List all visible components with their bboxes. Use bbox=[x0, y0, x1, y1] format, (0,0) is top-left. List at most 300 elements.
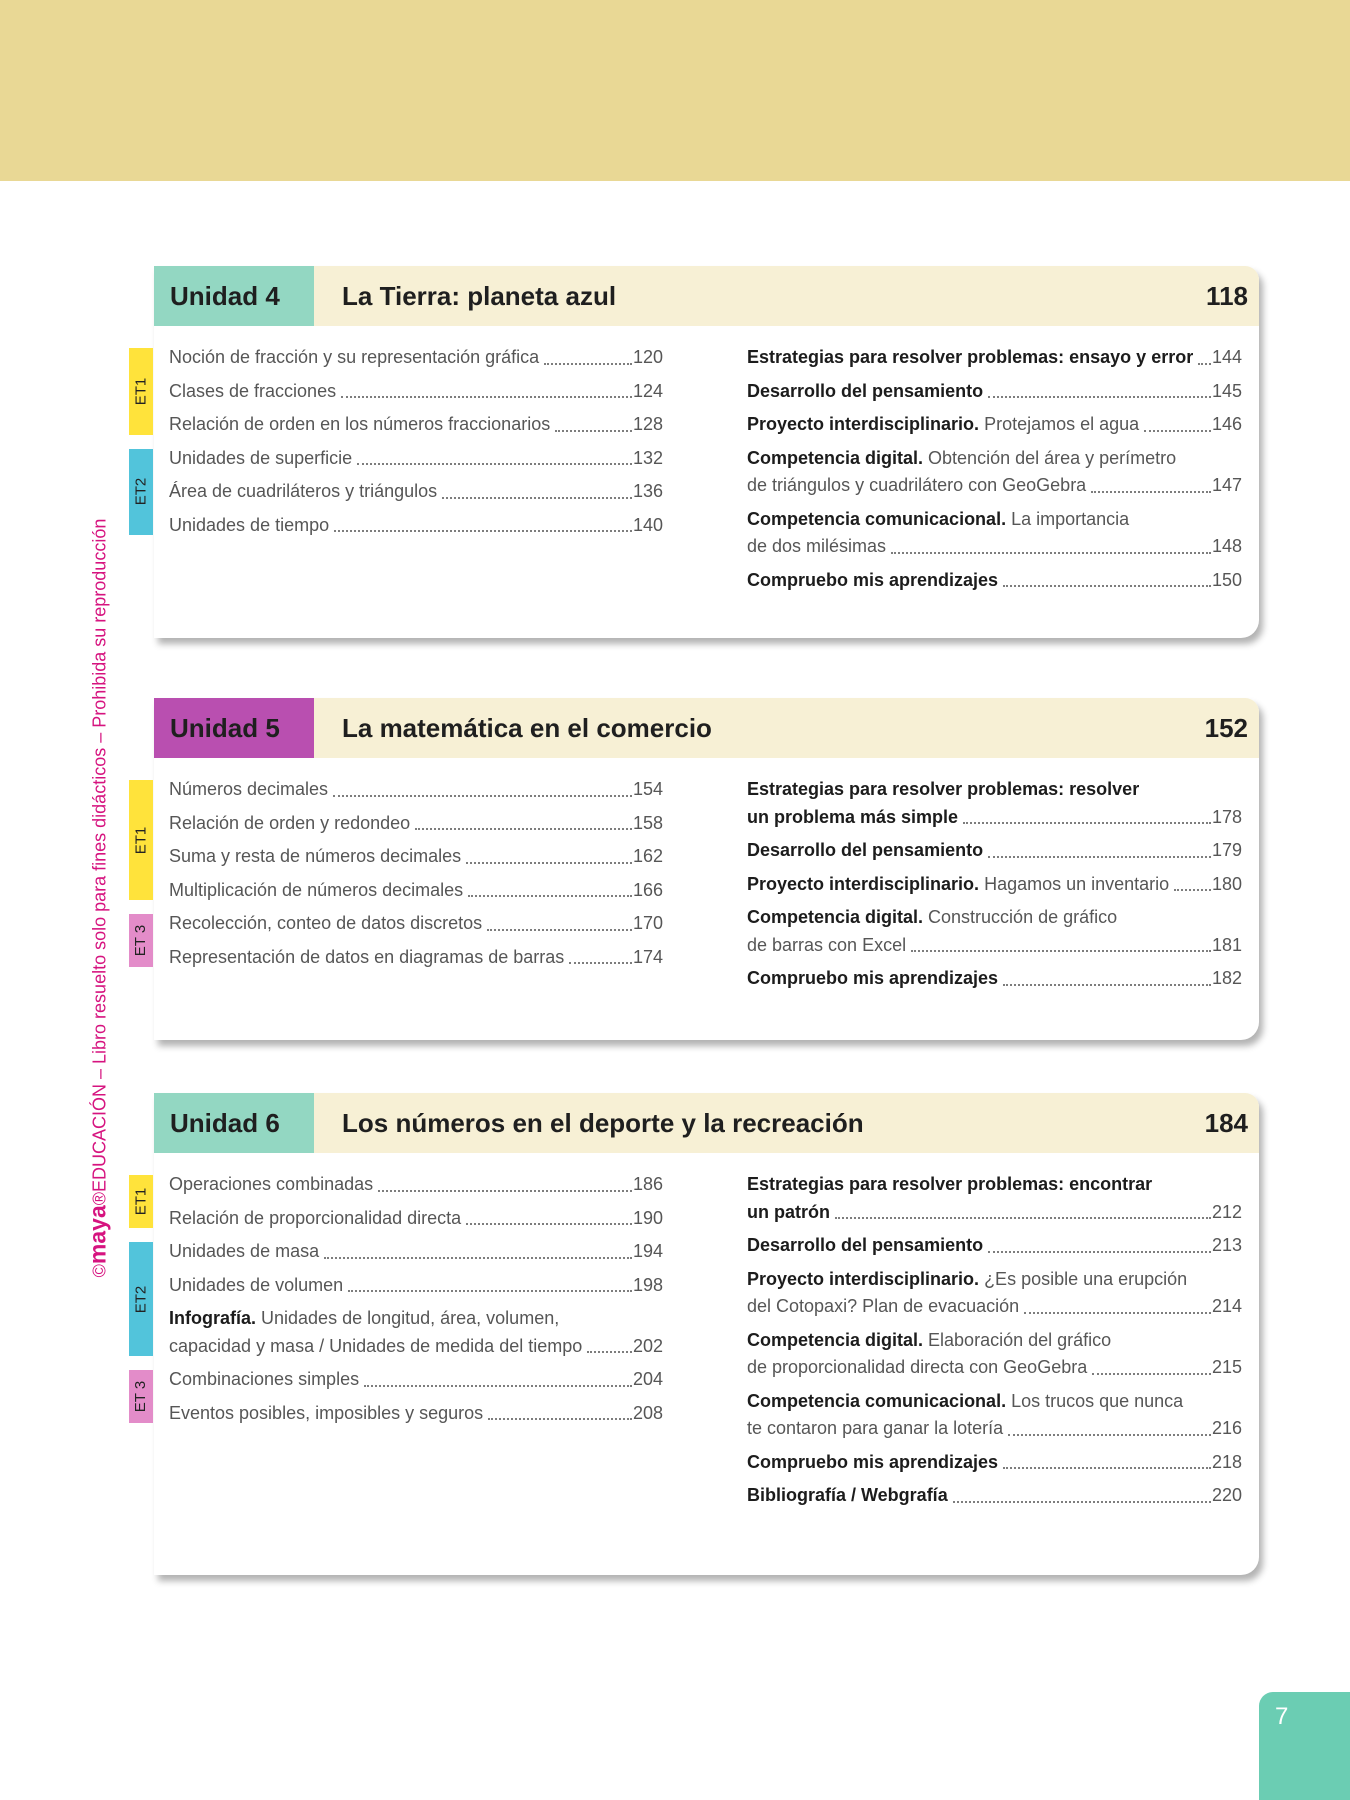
leader-dots bbox=[1003, 585, 1211, 587]
toc-page-number: 166 bbox=[632, 879, 663, 900]
toc-entry-line bbox=[747, 1171, 1242, 1199]
stage-group bbox=[132, 445, 663, 540]
toc-entry-text bbox=[747, 1391, 1183, 1411]
toc-entry-description: Protejamos el agua bbox=[979, 414, 1140, 434]
leader-dots bbox=[341, 396, 632, 398]
toc-page-number: 170 bbox=[632, 913, 663, 933]
toc-entry-line bbox=[169, 1272, 663, 1300]
toc-entry-line bbox=[747, 1293, 1242, 1321]
leader-dots bbox=[364, 1385, 632, 1387]
toc-entry-line bbox=[747, 1327, 1242, 1355]
leader-dots bbox=[911, 950, 1211, 952]
toc-entry-text bbox=[169, 1366, 359, 1394]
toc-page-number: 208 bbox=[632, 1402, 663, 1423]
stage-group bbox=[132, 1171, 663, 1232]
copyright-notice bbox=[85, 519, 112, 1278]
toc-entry-line bbox=[747, 567, 1242, 595]
toc-entry-text bbox=[169, 344, 539, 372]
toc-page-number: 120 bbox=[632, 347, 663, 367]
toc-entry-text bbox=[169, 1400, 483, 1428]
toc-page-number: 140 bbox=[632, 514, 663, 535]
toc-entry-text bbox=[747, 779, 1139, 799]
toc-entry-line bbox=[747, 1482, 1242, 1510]
toc-entry bbox=[169, 411, 663, 439]
toc-entry-line bbox=[747, 904, 1242, 932]
toc-page-number: 186 bbox=[632, 1174, 663, 1194]
toc-entry-line bbox=[747, 871, 1242, 899]
toc-entry-title: Bibliografía / Webgrafía bbox=[747, 1485, 948, 1505]
top-color-band bbox=[0, 0, 1350, 181]
toc-page-number: 214 bbox=[1211, 1296, 1242, 1316]
toc-entry-text bbox=[747, 533, 886, 561]
leader-dots bbox=[468, 895, 632, 897]
toc-entry-text bbox=[169, 1205, 461, 1233]
toc-entry-title: Infografía. bbox=[169, 1308, 257, 1328]
toc-entry-description: de proporcionalidad directa con GeoGebra bbox=[747, 1357, 1088, 1377]
topics-column bbox=[132, 1171, 663, 1516]
toc-entry-title: Desarrollo del pensamiento bbox=[747, 380, 984, 401]
activities-column bbox=[747, 1171, 1242, 1516]
unit-start-page: 118 bbox=[1206, 280, 1248, 311]
toc-entry-text bbox=[747, 1415, 1003, 1443]
toc-entry-line bbox=[747, 776, 1242, 804]
toc-entry-description: Eventos posibles, imposibles y seguros bbox=[169, 1402, 484, 1423]
toc-entry-title: un patrón bbox=[747, 1201, 830, 1222]
stage-group bbox=[132, 1238, 663, 1360]
toc-entry-line bbox=[169, 344, 663, 372]
toc-entry-title: Competencia digital. bbox=[747, 447, 924, 468]
toc-entry-text bbox=[747, 1174, 1152, 1194]
publisher-logo-text: maya bbox=[84, 1205, 111, 1265]
toc-entry-text bbox=[747, 509, 1129, 529]
toc-page-number: 220 bbox=[1211, 1485, 1242, 1505]
leader-dots bbox=[953, 1501, 1211, 1503]
leader-dots bbox=[415, 828, 632, 830]
stage-tag-label: ET1 bbox=[132, 377, 150, 406]
toc-entry-line bbox=[747, 1199, 1242, 1227]
unit-header bbox=[154, 266, 1259, 326]
toc-entry bbox=[169, 512, 663, 540]
toc-page-number: 174 bbox=[632, 946, 663, 967]
toc-entry-text bbox=[747, 1354, 1087, 1382]
toc-entry-title: Compruebo mis aprendizajes bbox=[747, 569, 999, 590]
toc-page-number: 150 bbox=[1211, 569, 1242, 590]
leader-dots bbox=[569, 962, 632, 964]
toc-entry bbox=[747, 904, 1242, 959]
toc-entry-description: Unidades de tiempo bbox=[169, 514, 330, 535]
toc-entry-text bbox=[169, 877, 463, 905]
toc-entry-description: Noción de fracción y su representación gráfica bbox=[169, 347, 540, 367]
leader-dots bbox=[988, 1251, 1211, 1253]
toc-entry bbox=[169, 1366, 663, 1394]
toc-entry-title: Competencia digital. bbox=[747, 1329, 924, 1350]
stage-group bbox=[132, 776, 663, 904]
unit-title: Los números en el deporte y la recreación bbox=[342, 1107, 864, 1138]
toc-entry bbox=[747, 378, 1242, 406]
toc-entry-description: Hagamos un inventario bbox=[979, 873, 1170, 894]
toc-page-number: 194 bbox=[632, 1241, 663, 1261]
toc-page-number: 204 bbox=[632, 1369, 663, 1389]
leader-dots bbox=[1144, 430, 1211, 432]
toc-entry-description: de dos milésimas bbox=[747, 536, 887, 556]
toc-entry-line bbox=[747, 533, 1242, 561]
toc-entry bbox=[169, 1238, 663, 1266]
toc-entry-text bbox=[747, 1449, 998, 1477]
toc-entry bbox=[747, 1388, 1242, 1443]
leader-dots bbox=[488, 1418, 632, 1420]
toc-entry-description: Relación de orden y redondeo bbox=[169, 812, 411, 833]
toc-entry-line bbox=[169, 478, 663, 506]
toc-entry-line bbox=[169, 1400, 663, 1428]
toc-entry bbox=[747, 1482, 1242, 1510]
toc-entry-line bbox=[169, 512, 663, 540]
toc-entry-line bbox=[169, 810, 663, 838]
toc-entry-title: un problema más simple bbox=[747, 806, 959, 827]
stage-tag-label: ET1 bbox=[132, 1187, 150, 1216]
toc-entry-text bbox=[747, 1199, 830, 1227]
leader-dots bbox=[357, 463, 632, 465]
toc-entry-title: Estrategias para resolver problemas: encontrar bbox=[747, 1174, 1153, 1194]
toc-entry-line bbox=[169, 944, 663, 972]
toc-entry-text bbox=[169, 445, 352, 473]
leader-dots bbox=[1091, 491, 1211, 493]
toc-entry-description: Área de cuadriláteros y triángulos bbox=[169, 481, 438, 501]
stage-tag bbox=[129, 1242, 153, 1356]
toc-entry bbox=[169, 478, 663, 506]
toc-entry-text bbox=[169, 944, 564, 972]
toc-entry bbox=[169, 776, 663, 804]
toc-entry-description: Multiplicación de números decimales bbox=[169, 879, 464, 900]
toc-entry-line bbox=[169, 378, 663, 406]
leader-dots bbox=[835, 1217, 1211, 1219]
copyright-symbol: © bbox=[89, 1264, 110, 1278]
toc-entry-line bbox=[747, 506, 1242, 534]
unit-label: Unidad 5 bbox=[154, 698, 314, 758]
leader-dots bbox=[891, 552, 1211, 554]
toc-entry bbox=[169, 1205, 663, 1233]
toc-entry-line bbox=[747, 411, 1242, 439]
toc-entry-text bbox=[169, 378, 336, 406]
leader-dots bbox=[378, 1190, 632, 1192]
toc-entry bbox=[747, 445, 1242, 500]
leader-dots bbox=[544, 363, 632, 365]
leader-dots bbox=[1008, 1434, 1211, 1436]
toc-entry-line bbox=[747, 837, 1242, 865]
toc-entry-text bbox=[169, 810, 410, 838]
unit-card bbox=[132, 1093, 1259, 1575]
toc-entry-line bbox=[169, 776, 663, 804]
toc-entry bbox=[747, 1232, 1242, 1260]
leader-dots bbox=[1003, 984, 1211, 986]
leader-dots bbox=[1198, 363, 1211, 365]
toc-entry bbox=[747, 1449, 1242, 1477]
toc-entry bbox=[747, 567, 1242, 595]
toc-entry bbox=[169, 1171, 663, 1199]
toc-entry-description: La importancia bbox=[1006, 508, 1130, 529]
stage-tag-label: ET2 bbox=[132, 477, 150, 506]
toc-page-number: 190 bbox=[632, 1207, 663, 1228]
toc-entry bbox=[169, 843, 663, 871]
toc-entry-title: Competencia digital. bbox=[747, 907, 924, 927]
toc-entry-title: Proyecto interdisciplinario. bbox=[747, 1268, 980, 1289]
toc-entry-text bbox=[747, 378, 983, 406]
toc-entry-line bbox=[747, 1388, 1242, 1416]
unit-start-page: 184 bbox=[1204, 1107, 1248, 1138]
toc-page-number: 216 bbox=[1211, 1418, 1242, 1438]
toc-entry-description: Operaciones combinadas bbox=[169, 1174, 374, 1194]
toc-entry-title: Compruebo mis aprendizajes bbox=[747, 1451, 999, 1472]
stage-tag bbox=[129, 914, 153, 967]
toc-entry-line bbox=[169, 843, 663, 871]
toc-entry-title: Desarrollo del pensamiento bbox=[747, 1235, 984, 1255]
toc-entry-description: capacidad y masa / Unidades de medida del tiempo bbox=[169, 1335, 583, 1356]
toc-entry-text bbox=[747, 344, 1193, 372]
unit-title: La Tierra: planeta azul bbox=[342, 280, 617, 311]
toc-entry bbox=[169, 910, 663, 938]
leader-dots bbox=[348, 1290, 632, 1292]
toc-page-number: 213 bbox=[1211, 1235, 1242, 1255]
toc-entry-line bbox=[747, 1415, 1242, 1443]
toc-entry-title: Proyecto interdisciplinario. bbox=[747, 873, 980, 894]
toc-page-number: 132 bbox=[632, 447, 663, 468]
unit-start-page: 152 bbox=[1204, 712, 1248, 743]
leader-dots bbox=[466, 862, 632, 864]
toc-page-number: 148 bbox=[1211, 536, 1242, 556]
toc-entry bbox=[747, 411, 1242, 439]
toc-entry-line bbox=[747, 1266, 1242, 1294]
toc-entry-title: Proyecto interdisciplinario. bbox=[747, 414, 980, 434]
unit-contents bbox=[132, 758, 1259, 999]
toc-entry-description: Relación de proporcionalidad directa bbox=[169, 1207, 462, 1228]
toc-entry-text bbox=[169, 1238, 319, 1266]
toc-entry bbox=[747, 1266, 1242, 1321]
toc-entry-text bbox=[747, 804, 958, 832]
copyright-text: ®EDUCACIÓN – Libro resuelto solo para fines didácticos – Prohibida su reproducción bbox=[89, 518, 110, 1206]
toc-entry-description: Relación de orden en los números fraccionarios bbox=[169, 414, 551, 434]
toc-entry bbox=[747, 1327, 1242, 1382]
toc-entry bbox=[169, 445, 663, 473]
toc-entry-line bbox=[169, 1333, 663, 1361]
activities-column bbox=[747, 776, 1242, 999]
toc-entry-text bbox=[747, 907, 1117, 927]
toc-entry-description: Recolección, conteo de datos discretos bbox=[169, 913, 483, 933]
toc-entry-text bbox=[747, 1232, 983, 1260]
activities-column bbox=[747, 344, 1242, 600]
unit-label: Unidad 4 bbox=[154, 266, 314, 326]
leader-dots bbox=[988, 396, 1211, 398]
toc-entry-text bbox=[169, 478, 437, 506]
leader-dots bbox=[963, 822, 1211, 824]
topics-column bbox=[132, 776, 663, 999]
toc-entry bbox=[169, 378, 663, 406]
toc-entry-text bbox=[747, 1330, 1111, 1350]
toc-entry-line bbox=[169, 910, 663, 938]
page-number: 7 bbox=[1275, 1703, 1289, 1730]
stage-tag-label: ET1 bbox=[132, 826, 150, 854]
page-number-tab bbox=[1259, 1692, 1350, 1800]
toc-entry-text bbox=[169, 411, 550, 439]
toc-entry-text bbox=[169, 1272, 343, 1300]
toc-entry-text bbox=[747, 411, 1139, 439]
toc-entry-line bbox=[747, 1232, 1242, 1260]
stage-tag-label: ET 3 bbox=[132, 1380, 150, 1413]
leader-dots bbox=[487, 929, 632, 931]
toc-page-number: 144 bbox=[1211, 347, 1242, 367]
unit-contents bbox=[132, 326, 1259, 600]
toc-page-number: 202 bbox=[632, 1335, 663, 1356]
unit-contents bbox=[132, 1153, 1259, 1516]
stage-tag bbox=[129, 1175, 153, 1228]
toc-entry-line bbox=[169, 1305, 663, 1333]
toc-page-number: 162 bbox=[632, 846, 663, 866]
toc-entry-description: Unidades de volumen bbox=[169, 1274, 344, 1295]
toc-entry-description: Clases de fracciones bbox=[169, 380, 337, 401]
toc-page-number: 180 bbox=[1211, 873, 1242, 894]
toc-entry-text bbox=[747, 871, 1169, 899]
toc-entry-text bbox=[747, 965, 998, 993]
toc-entry-text bbox=[747, 1293, 1019, 1321]
toc-entry-line bbox=[747, 932, 1242, 960]
toc-page-number: 136 bbox=[632, 481, 663, 501]
stage-tag bbox=[129, 780, 153, 900]
toc-entry-line bbox=[169, 1366, 663, 1394]
toc-entry-description: Construcción de gráfico bbox=[923, 907, 1118, 927]
toc-entry-text bbox=[747, 1482, 948, 1510]
toc-page-number: 128 bbox=[632, 414, 663, 434]
toc-entry bbox=[169, 877, 663, 905]
topics-column bbox=[132, 344, 663, 600]
leader-dots bbox=[324, 1257, 632, 1259]
toc-entry-text bbox=[747, 932, 906, 960]
toc-entry-title: Estrategias para resolver problemas: ensayo y error bbox=[747, 347, 1194, 367]
toc-entry-title: Desarrollo del pensamiento bbox=[747, 840, 984, 860]
toc-entry-title: Competencia comunicacional. bbox=[747, 1390, 1007, 1411]
toc-entry-line bbox=[747, 378, 1242, 406]
toc-entry-text bbox=[747, 1269, 1187, 1289]
toc-entry bbox=[747, 871, 1242, 899]
leader-dots bbox=[988, 856, 1211, 858]
unit-header bbox=[154, 698, 1259, 758]
toc-entry-line bbox=[169, 877, 663, 905]
toc-entry bbox=[747, 965, 1242, 993]
toc-entry-description: Representación de datos en diagramas de barras bbox=[169, 946, 565, 967]
toc-entry-text bbox=[169, 1171, 373, 1199]
toc-entry-text bbox=[169, 776, 328, 804]
toc-entry-text bbox=[169, 1308, 559, 1328]
toc-entry-text bbox=[747, 837, 983, 865]
toc-entry-description: te contaron para ganar la lotería bbox=[747, 1418, 1004, 1438]
toc-entry-text bbox=[747, 448, 1176, 468]
toc-entry-line bbox=[169, 411, 663, 439]
unit-header bbox=[154, 1093, 1259, 1153]
toc-entry bbox=[747, 837, 1242, 865]
toc-entry-description: Unidades de longitud, área, volumen, bbox=[256, 1308, 560, 1328]
toc-entry-line bbox=[747, 344, 1242, 372]
leader-dots bbox=[555, 430, 632, 432]
toc-entry-description: del Cotopaxi? Plan de evacuación bbox=[747, 1296, 1020, 1316]
toc-entry-description: Obtención del área y perímetro bbox=[923, 447, 1177, 468]
stage-group bbox=[132, 1366, 663, 1427]
toc-entry-description: Los trucos que nunca bbox=[1006, 1390, 1184, 1411]
stage-group bbox=[132, 910, 663, 971]
unit-card bbox=[132, 698, 1259, 1040]
toc-entry-line bbox=[747, 472, 1242, 500]
toc-entry-text bbox=[169, 1333, 582, 1361]
stage-tag bbox=[129, 348, 153, 435]
toc-entry-text bbox=[169, 843, 461, 871]
toc-entry-description: Suma y resta de números decimales bbox=[169, 846, 462, 866]
toc-page-number: 212 bbox=[1211, 1201, 1242, 1222]
leader-dots bbox=[1092, 1373, 1211, 1375]
toc-entry-description: Combinaciones simples bbox=[169, 1369, 360, 1389]
toc-entry bbox=[747, 506, 1242, 561]
toc-page-number: 147 bbox=[1211, 475, 1242, 495]
stage-tag-label: ET 3 bbox=[132, 924, 150, 957]
leader-dots bbox=[333, 795, 632, 797]
stage-tag bbox=[129, 1370, 153, 1423]
toc-page-number: 215 bbox=[1211, 1357, 1242, 1377]
toc-entry-description: Unidades de superficie bbox=[169, 447, 353, 468]
unit-title: La matemática en el comercio bbox=[342, 712, 712, 743]
toc-entry-description: de triángulos y cuadrilátero con GeoGebra bbox=[747, 475, 1087, 495]
toc-entry-line bbox=[169, 1238, 663, 1266]
toc-entry-text bbox=[747, 567, 998, 595]
toc-entry bbox=[169, 810, 663, 838]
toc-entry-line bbox=[747, 804, 1242, 832]
toc-entry-title: Estrategias para resolver problemas: resolver bbox=[747, 779, 1140, 799]
toc-entry-line bbox=[747, 445, 1242, 473]
toc-entry bbox=[169, 344, 663, 372]
toc-page-number: 182 bbox=[1211, 968, 1242, 988]
toc-page-number: 181 bbox=[1211, 934, 1242, 955]
toc-entry-description: Números decimales bbox=[169, 779, 329, 799]
toc-page-number: 179 bbox=[1211, 840, 1242, 860]
stage-tag-label: ET2 bbox=[132, 1285, 150, 1313]
toc-page-number: 124 bbox=[632, 380, 663, 401]
leader-dots bbox=[442, 497, 632, 499]
toc-entry-line bbox=[747, 965, 1242, 993]
unit-card bbox=[132, 266, 1259, 638]
toc-entry bbox=[747, 1171, 1242, 1226]
leader-dots bbox=[466, 1223, 632, 1225]
toc-page-number: 146 bbox=[1211, 414, 1242, 434]
stage-group bbox=[132, 344, 663, 439]
toc-page-number: 158 bbox=[632, 812, 663, 833]
stage-tag bbox=[129, 449, 153, 536]
leader-dots bbox=[587, 1351, 632, 1353]
toc-entry bbox=[169, 1305, 663, 1360]
toc-entry bbox=[169, 1272, 663, 1300]
toc-entry-line bbox=[169, 1171, 663, 1199]
toc-entry-description: ¿Es posible una erupción bbox=[979, 1268, 1188, 1289]
toc-entry bbox=[169, 944, 663, 972]
unit-label: Unidad 6 bbox=[154, 1093, 314, 1153]
toc-page-number: 218 bbox=[1211, 1451, 1242, 1472]
toc-entry-line bbox=[747, 1354, 1242, 1382]
leader-dots bbox=[334, 530, 632, 532]
toc-page-number: 198 bbox=[632, 1274, 663, 1295]
toc-entry-line bbox=[169, 445, 663, 473]
toc-entry bbox=[169, 1400, 663, 1428]
toc-entry-line bbox=[747, 1449, 1242, 1477]
toc-page-number: 154 bbox=[632, 779, 663, 799]
toc-entry-text bbox=[169, 512, 329, 540]
toc-entry-text bbox=[747, 472, 1086, 500]
toc-entry-description: Elaboración del gráfico bbox=[923, 1329, 1112, 1350]
toc-entry-title: Competencia comunicacional. bbox=[747, 508, 1007, 529]
leader-dots bbox=[1174, 889, 1211, 891]
toc-entry bbox=[747, 344, 1242, 372]
